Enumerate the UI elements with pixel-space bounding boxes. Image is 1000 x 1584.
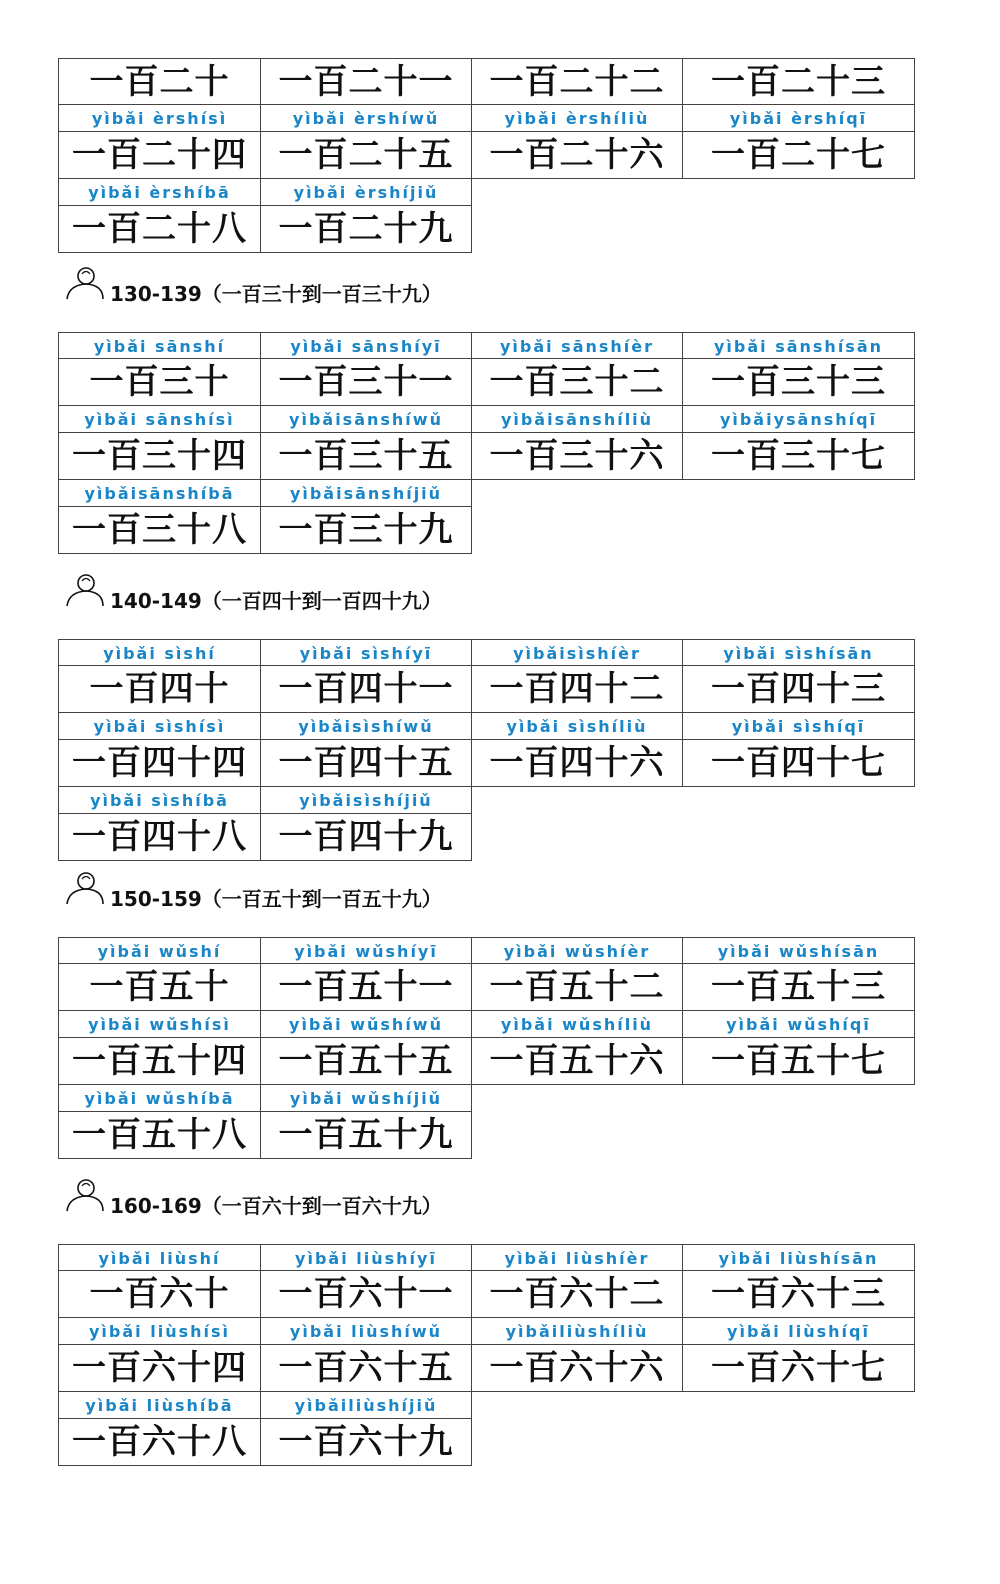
number-grid-160: [58, 1244, 915, 1466]
empty-cell: [683, 480, 915, 507]
pinyin-cell: yìbǎi wǔshíbā: [58, 1085, 261, 1112]
number-grid-150: [58, 937, 915, 1159]
pinyin-cell: yìbǎi wǔshíliù: [472, 1011, 683, 1038]
chinese-number-cell: 一百五十七: [683, 1038, 915, 1085]
chinese-number-cell: 一百二十九: [261, 206, 472, 253]
section-title: 160-169（一百六十到一百六十九）: [110, 1194, 442, 1218]
pinyin-cell: yìbǎi sìshísān: [683, 639, 915, 666]
chinese-number-cell: 一百二十五: [261, 132, 472, 179]
empty-cell: [683, 1085, 915, 1112]
pinyin-cell: yìbǎi èrshíwǔ: [261, 105, 472, 132]
pinyin-cell: yìbǎi èrshíqī: [683, 105, 915, 132]
chinese-number-cell: 一百三十三: [683, 359, 915, 406]
chinese-number-cell: 一百六十三: [683, 1271, 915, 1318]
chinese-number-cell: 一百四十六: [472, 740, 683, 787]
chinese-number-cell: 一百二十七: [683, 132, 915, 179]
chinese-number-cell: 一百四十五: [261, 740, 472, 787]
reader-icon: [64, 869, 104, 905]
pinyin-cell: yìbǎi wǔshíjiǔ: [261, 1085, 472, 1112]
pinyin-cell: yìbǎi wǔshísān: [683, 937, 915, 964]
pinyin-cell: yìbǎi wǔshíyī: [261, 937, 472, 964]
pinyin-cell: yìbǎi wǔshíèr: [472, 937, 683, 964]
chinese-number-cell: 一百二十二: [472, 58, 683, 105]
empty-cell: [472, 179, 683, 206]
pinyin-cell: yìbǎisānshíjiǔ: [261, 480, 472, 507]
pinyin-cell: yìbǎi liùshísān: [683, 1244, 915, 1271]
chinese-number-cell: 一百二十四: [58, 132, 261, 179]
pinyin-cell: yìbǎi sìshíliù: [472, 713, 683, 740]
chinese-number-cell: 一百五十八: [58, 1112, 261, 1159]
chinese-number-cell: 一百五十一: [261, 964, 472, 1011]
chinese-number-cell: 一百五十二: [472, 964, 683, 1011]
chinese-number-cell: 一百五十五: [261, 1038, 472, 1085]
pinyin-cell: yìbǎi sānshísān: [683, 332, 915, 359]
pinyin-cell: yìbǎi wǔshí: [58, 937, 261, 964]
empty-cell: [683, 179, 915, 206]
chinese-number-cell: 一百二十八: [58, 206, 261, 253]
pinyin-cell: yìbǎiliùshíliù: [472, 1318, 683, 1345]
pinyin-cell: yìbǎisìshíwǔ: [261, 713, 472, 740]
chinese-number-cell: 一百二十三: [683, 58, 915, 105]
pinyin-cell: yìbǎi sānshíèr: [472, 332, 683, 359]
pinyin-cell: yìbǎi liùshíyī: [261, 1244, 472, 1271]
chinese-number-cell: 一百二十一: [261, 58, 472, 105]
pinyin-cell: yìbǎi sānshí: [58, 332, 261, 359]
pinyin-cell: yìbǎisānshíliù: [472, 406, 683, 433]
pinyin-cell: yìbǎi èrshíjiǔ: [261, 179, 472, 206]
pinyin-cell: yìbǎisìshíèr: [472, 639, 683, 666]
reader-icon: [64, 571, 104, 607]
chinese-number-cell: 一百二十六: [472, 132, 683, 179]
chinese-number-cell: 一百五十九: [261, 1112, 472, 1159]
section-title: 150-159（一百五十到一百五十九）: [110, 887, 442, 911]
number-grid-140: [58, 639, 915, 861]
chinese-number-cell: 一百四十七: [683, 740, 915, 787]
pinyin-cell: yìbǎi liùshíqī: [683, 1318, 915, 1345]
chinese-number-cell: 一百六十七: [683, 1345, 915, 1392]
section-heading-140: [64, 571, 664, 611]
pinyin-cell: yìbǎisìshíjiǔ: [261, 787, 472, 814]
empty-cell: [472, 1392, 683, 1419]
pinyin-cell: yìbǎisānshíbā: [58, 480, 261, 507]
chinese-number-cell: 一百四十一: [261, 666, 472, 713]
pinyin-cell: yìbǎi liùshíwǔ: [261, 1318, 472, 1345]
section-heading-130: [64, 264, 664, 304]
pinyin-cell: yìbǎiliùshíjiǔ: [261, 1392, 472, 1419]
chinese-number-cell: 一百三十九: [261, 507, 472, 554]
chinese-number-cell: 一百四十: [58, 666, 261, 713]
chinese-number-cell: 一百四十三: [683, 666, 915, 713]
number-grid-120: [58, 58, 915, 253]
chinese-number-cell: 一百三十: [58, 359, 261, 406]
chinese-number-cell: 一百四十四: [58, 740, 261, 787]
reader-icon: [64, 1176, 104, 1212]
pinyin-cell: yìbǎisānshíwǔ: [261, 406, 472, 433]
section-title: 140-149（一百四十到一百四十九）: [110, 589, 442, 613]
chinese-number-cell: 一百三十七: [683, 433, 915, 480]
pinyin-cell: yìbǎi liùshí: [58, 1244, 261, 1271]
chinese-number-cell: 一百六十一: [261, 1271, 472, 1318]
pinyin-cell: yìbǎi sānshíyī: [261, 332, 472, 359]
chinese-number-cell: 一百三十六: [472, 433, 683, 480]
chinese-number-cell: 一百六十九: [261, 1419, 472, 1466]
empty-cell: [472, 480, 683, 507]
reader-icon: [64, 264, 104, 300]
pinyin-cell: yìbǎi wǔshísì: [58, 1011, 261, 1038]
section-heading-160: [64, 1176, 664, 1216]
pinyin-cell: yìbǎi sānshísì: [58, 406, 261, 433]
empty-cell: [683, 1392, 915, 1419]
pinyin-cell: yìbǎi liùshíèr: [472, 1244, 683, 1271]
chinese-number-cell: 一百六十二: [472, 1271, 683, 1318]
pinyin-cell: yìbǎi liùshíbā: [58, 1392, 261, 1419]
chinese-number-cell: 一百六十: [58, 1271, 261, 1318]
section-title: 130-139（一百三十到一百三十九）: [110, 282, 442, 306]
chinese-number-cell: 一百五十四: [58, 1038, 261, 1085]
empty-cell: [472, 1085, 683, 1112]
chinese-number-cell: 一百五十: [58, 964, 261, 1011]
chinese-number-cell: 一百五十三: [683, 964, 915, 1011]
empty-cell: [683, 787, 915, 814]
pinyin-cell: yìbǎi èrshísì: [58, 105, 261, 132]
pinyin-cell: yìbǎi sìshí: [58, 639, 261, 666]
chinese-number-cell: 一百三十二: [472, 359, 683, 406]
chinese-number-cell: 一百三十八: [58, 507, 261, 554]
pinyin-cell: yìbǎi sìshísì: [58, 713, 261, 740]
pinyin-cell: yìbǎiysānshíqī: [683, 406, 915, 433]
chinese-number-cell: 一百六十八: [58, 1419, 261, 1466]
pinyin-cell: yìbǎi sìshíyī: [261, 639, 472, 666]
empty-cell: [472, 787, 683, 814]
chinese-number-cell: 一百三十五: [261, 433, 472, 480]
chinese-number-cell: 一百四十九: [261, 814, 472, 861]
chinese-number-cell: 一百三十一: [261, 359, 472, 406]
chinese-number-cell: 一百五十六: [472, 1038, 683, 1085]
chinese-number-cell: 一百六十六: [472, 1345, 683, 1392]
pinyin-cell: yìbǎi liùshísì: [58, 1318, 261, 1345]
chinese-number-cell: 一百四十八: [58, 814, 261, 861]
chinese-number-cell: 一百二十: [58, 58, 261, 105]
chinese-number-cell: 一百三十四: [58, 433, 261, 480]
chinese-number-cell: 一百四十二: [472, 666, 683, 713]
pinyin-cell: yìbǎi sìshíbā: [58, 787, 261, 814]
pinyin-cell: yìbǎi èrshíbā: [58, 179, 261, 206]
chinese-number-cell: 一百六十五: [261, 1345, 472, 1392]
pinyin-cell: yìbǎi wǔshíwǔ: [261, 1011, 472, 1038]
section-heading-150: [64, 869, 664, 909]
pinyin-cell: yìbǎi wǔshíqī: [683, 1011, 915, 1038]
pinyin-cell: yìbǎi sìshíqī: [683, 713, 915, 740]
number-grid-130: [58, 332, 915, 554]
chinese-number-cell: 一百六十四: [58, 1345, 261, 1392]
pinyin-cell: yìbǎi èrshíliù: [472, 105, 683, 132]
